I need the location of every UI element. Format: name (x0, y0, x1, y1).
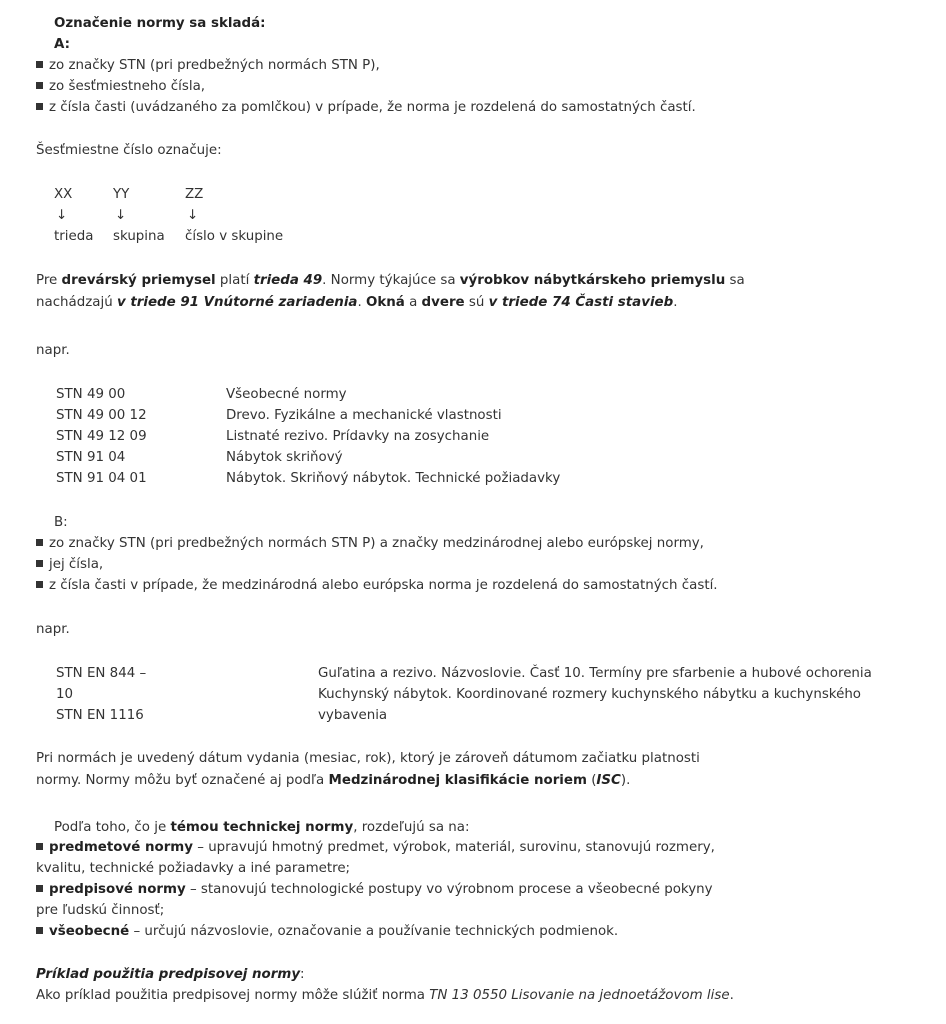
section-b-label: B: (54, 515, 68, 530)
list-item: všeobecné – určujú názvoslovie, označovanie a používanie technických podmienok. (36, 924, 618, 940)
section-a-label: A: (54, 37, 70, 52)
example-use-heading: Príklad použitia predpisovej normy: (36, 967, 305, 982)
arrow-down-icon: ↓ (115, 208, 127, 223)
norm-description: Listnaté rezivo. Prídavky na zosychanie (226, 429, 490, 444)
norm-code: STN 49 00 (56, 387, 126, 402)
example2-codes (56, 663, 146, 726)
bullet-square-icon (36, 560, 43, 567)
norm-description: Guľatina a rezivo. Názvoslovie. Časť 10. Termíny pre sfarbenie a hubové ochorenia (318, 666, 872, 681)
bullet-square-icon (36, 82, 43, 89)
section-a-heading: Označenie normy sa skladá: (54, 16, 266, 31)
industry-line-2: nachádzajú v triede 91 Vnútorné zariadenia. Okná a dvere sú v triede 74 Časti stavieb. (36, 295, 678, 310)
date-line-2: normy. Normy môžu byť označené aj podľa Medzinárodnej klasifikácie noriem (ISC). (36, 773, 631, 788)
list-item: z čísla časti v prípade, že medzinárodná alebo európska norma je rozdelená do samostatných častí. (36, 578, 718, 594)
example2-descriptions (318, 663, 872, 726)
industry-line-1: Pre drevárský priemysel platí trieda 49. Normy týkajúce sa výrobkov nábytkárskeho priemyslu sa (36, 273, 745, 288)
example1-codes (56, 384, 147, 489)
bullet-square-icon (36, 843, 43, 850)
norm-description: Nábytok skriňový (226, 450, 343, 465)
code-zz: ZZ (185, 187, 204, 202)
six-digit-intro: Šesťmiestne číslo označuje: (36, 143, 222, 158)
norm-description: Nábytok. Skriňový nábytok. Technické požiadavky (226, 471, 561, 486)
arrow-down-icon: ↓ (56, 208, 68, 223)
list-item: zo šesťmiestneho čísla, (36, 79, 205, 95)
example-label: napr. (36, 622, 70, 637)
meaning-trieda: trieda (54, 229, 94, 244)
list-item-continuation: kvalitu, technické požiadavky a iné parametre; (36, 861, 351, 876)
list-item: zo značky STN (pri predbežných normách STN P), (36, 58, 380, 74)
date-line-1: Pri normách je uvedený dátum vydania (mesiac, rok), ktorý je zároveň dátumom začiatku platnosti (36, 751, 700, 766)
list-item: jej čísla, (36, 557, 103, 573)
example-use-text: Ako príklad použitia predpisovej normy môže slúžiť norma TN 13 0550 Lisovanie na jednoetážovom lise. (36, 988, 734, 1003)
code-yy: YY (113, 187, 130, 202)
bullet-square-icon (36, 927, 43, 934)
norm-description: Všeobecné normy (226, 387, 347, 402)
norm-code: 10 (56, 687, 74, 702)
bullet-square-icon (36, 61, 43, 68)
norm-code: STN 49 12 09 (56, 429, 147, 444)
bullet-square-icon (36, 539, 43, 546)
bullet-square-icon (36, 581, 43, 588)
norm-code: STN EN 844 – (56, 666, 147, 681)
types-intro: Podľa toho, čo je témou technickej normy, rozdeľujú sa na: (54, 820, 470, 835)
meaning-skupina: skupina (113, 229, 165, 244)
list-item-continuation: pre ľudskú činnosť; (36, 903, 165, 918)
list-item: z čísla časti (uvádzaného za pomlčkou) v prípade, že norma je rozdelená do samostatných častí. (36, 100, 696, 116)
list-item: zo značky STN (pri predbežných normách STN P) a značky medzinárodnej alebo európskej normy, (36, 536, 704, 552)
arrow-down-icon: ↓ (187, 208, 199, 223)
norm-description: vybavenia (318, 708, 388, 723)
example-label: napr. (36, 343, 70, 358)
bullet-square-icon (36, 885, 43, 892)
list-item: predmetové normy – upravujú hmotný predmet, výrobok, materiál, surovinu, stanovujú rozmery, (36, 840, 715, 856)
norm-code: STN EN 1116 (56, 708, 144, 723)
norm-description: Kuchynský nábytok. Koordinované rozmery kuchynského nábytku a kuchynského (318, 687, 861, 702)
norm-code: STN 91 04 (56, 450, 126, 465)
example1-descriptions (226, 384, 560, 489)
list-item: predpisové normy – stanovujú technologické postupy vo výrobnom procese a všeobecné pokyny (36, 882, 713, 898)
norm-description: Drevo. Fyzikálne a mechanické vlastnosti (226, 408, 502, 423)
code-xx: XX (54, 187, 73, 202)
bullet-square-icon (36, 103, 43, 110)
meaning-cislo: číslo v skupine (185, 229, 284, 244)
norm-code: STN 49 00 12 (56, 408, 147, 423)
norm-code: STN 91 04 01 (56, 471, 147, 486)
